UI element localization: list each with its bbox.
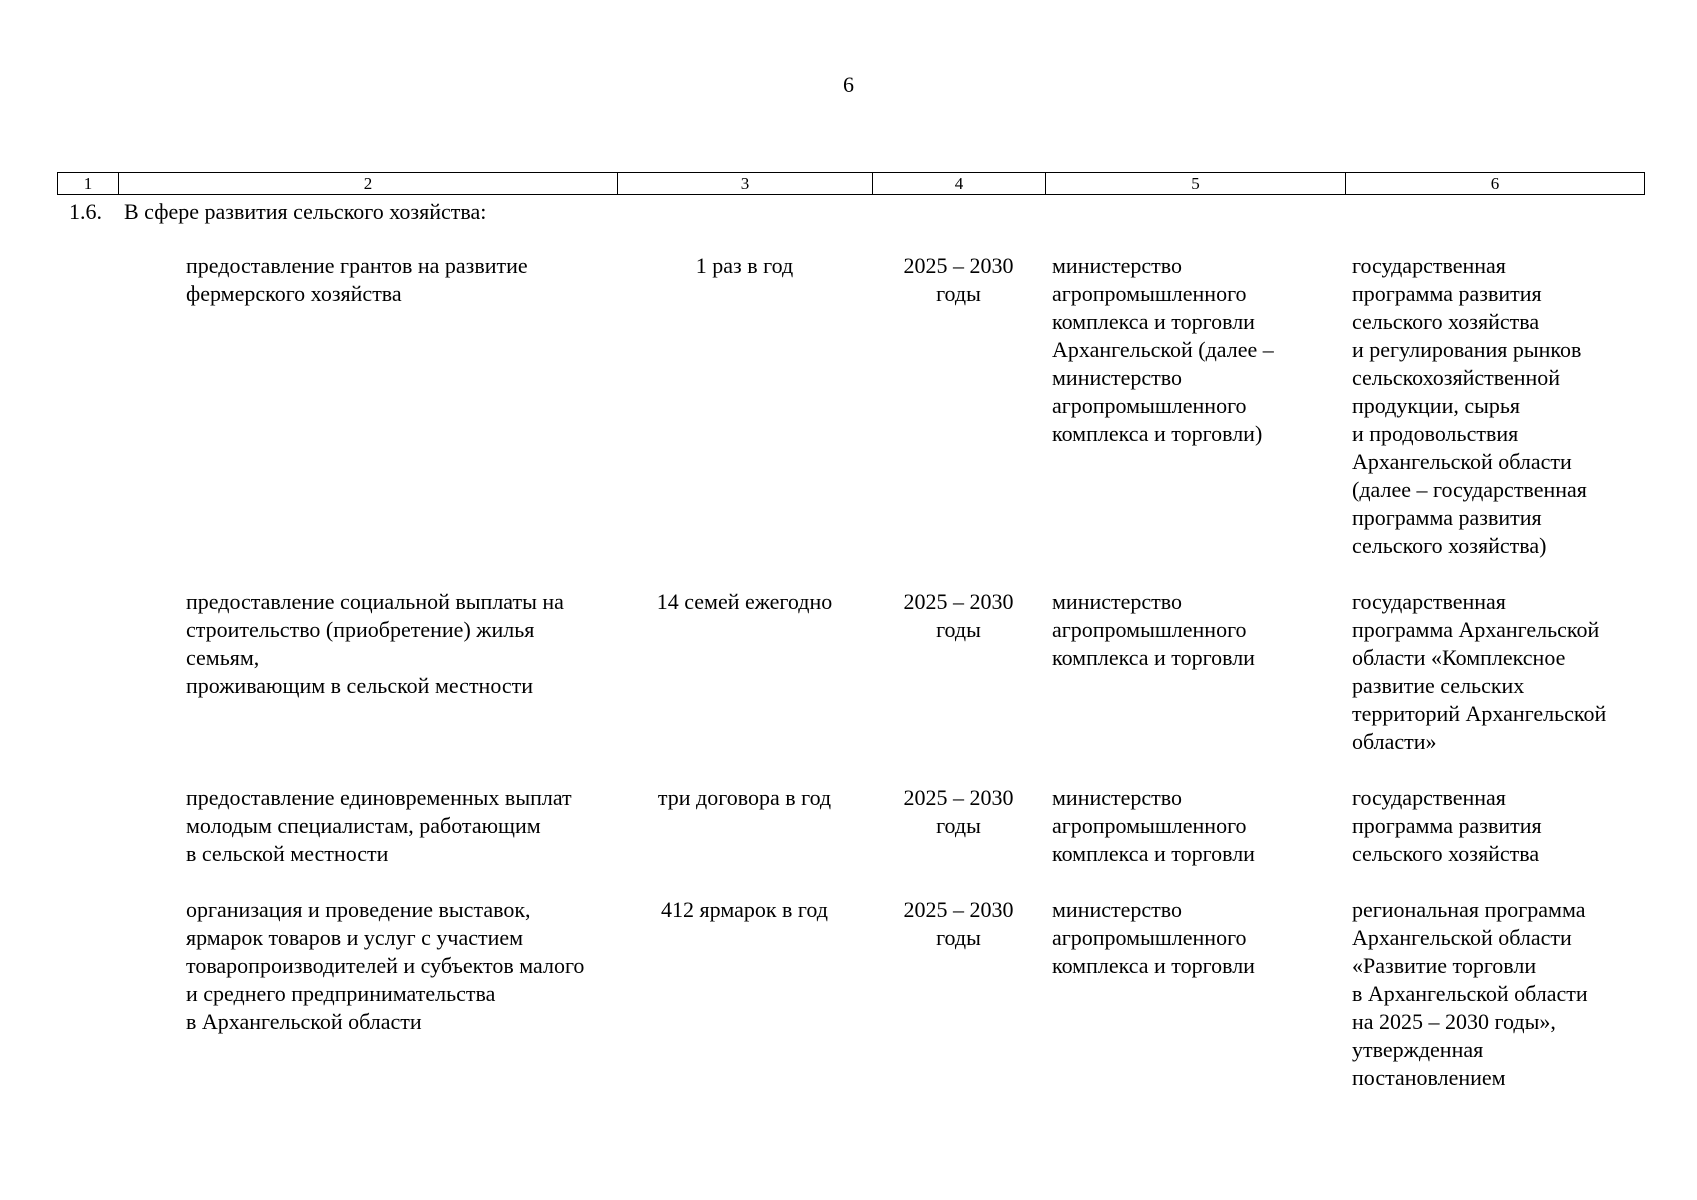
section-number: 1.6. [69, 199, 102, 224]
row-number-cell [57, 252, 118, 560]
period-cell: 2025 – 2030 годы [903, 253, 1014, 306]
period-cell: 2025 – 2030 годы [903, 897, 1014, 950]
volume-cell: три договора в год [657, 785, 832, 810]
activity-cell: предоставление социальной выплаты на строительство (приобретение) жилья семьям, проживающим в сельской местности [186, 589, 564, 698]
source-cell: государственная программа развития сельского хозяйства [1352, 785, 1542, 866]
column-number-4: 4 [873, 173, 1046, 194]
activity-cell: организация и проведение выставок, ярмарок товаров и услуг с участием товаропроизводителей и субъектов малого и среднего предпринимательства в Архангельской области [186, 897, 585, 1034]
activity-cell: предоставление грантов на развитие фермерского хозяйства [186, 253, 528, 306]
period-cell: 2025 – 2030 годы [903, 589, 1014, 642]
source-cell: государственная программа развития сельского хозяйства и регулирования рынков сельскохозяйственной продукции, сырья и продовольствия Архангельской области (далее – государственная программа развития сельского хозяйства) [1352, 253, 1587, 558]
volume-cell: 1 раз в год [695, 253, 794, 278]
table-row [57, 896, 1645, 1092]
column-number-2: 2 [119, 173, 618, 194]
section-heading [57, 198, 1645, 226]
table-row [57, 252, 1645, 560]
table-header-row [57, 172, 1645, 195]
executor-cell: министерство агропромышленного комплекса и торговли [1052, 897, 1255, 978]
source-cell: государственная программа Архангельской области «Комплексное развитие сельских территорий Архангельской области» [1352, 589, 1607, 754]
row-number-cell [57, 784, 118, 868]
period-cell: 2025 – 2030 годы [903, 785, 1014, 838]
table-row [57, 784, 1645, 868]
row-number-cell [57, 588, 118, 756]
executor-cell: министерство агропромышленного комплекса и торговли Архангельской (далее – министерство агропромышленного комплекса и торговли) [1052, 253, 1274, 446]
executor-cell: министерство агропромышленного комплекса и торговли [1052, 589, 1255, 670]
page-number: 6 [843, 72, 854, 97]
volume-cell: 412 ярмарок в год [661, 897, 828, 922]
table-section [57, 198, 1645, 1092]
activity-cell: предоставление единовременных выплат молодым специалистам, работающим в сельской местности [186, 785, 572, 866]
volume-cell: 14 семей ежегодно [656, 589, 833, 614]
column-number-3: 3 [618, 173, 873, 194]
column-number-6: 6 [1490, 174, 1500, 193]
column-number-5: 5 [1046, 173, 1346, 194]
table-row [57, 588, 1645, 756]
row-number-cell [57, 896, 118, 1092]
executor-cell: министерство агропромышленного комплекса и торговли [1052, 785, 1255, 866]
column-number-1: 1 [58, 173, 119, 194]
section-title: В сфере развития сельского хозяйства: [124, 199, 487, 224]
source-cell: региональная программа Архангельской области «Развитие торговли в Архангельской области на 2025 – 2030 годы», утвержденная постановлением [1352, 897, 1588, 1090]
